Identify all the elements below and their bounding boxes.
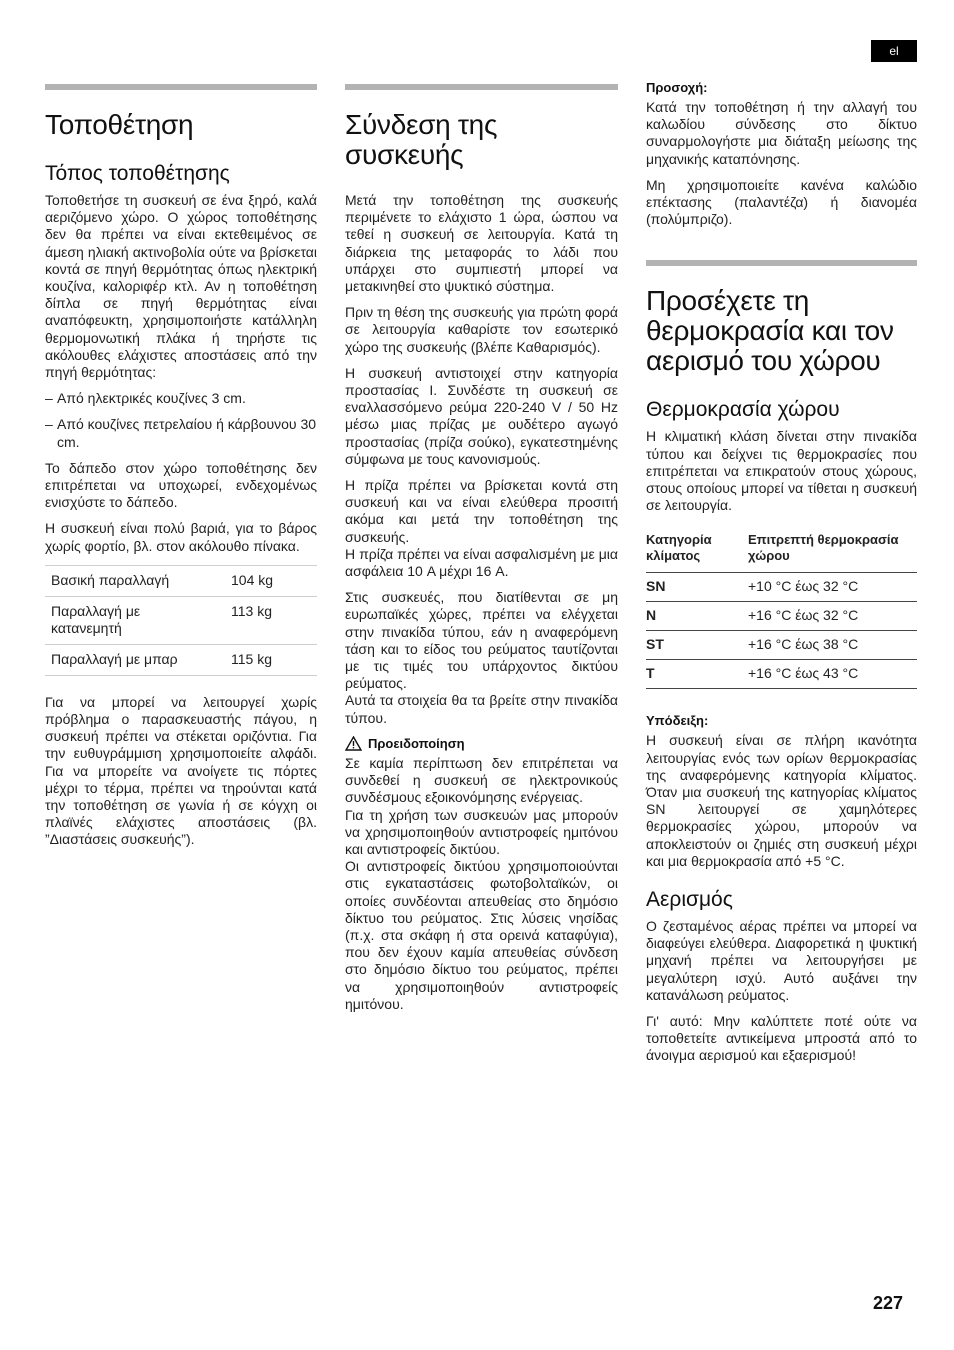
column-header-class: Κατηγορία κλίματος <box>646 528 748 573</box>
paragraph: Οι αντιστροφείς δικτύου χρησιμοποιούνται στις εγκαταστάσεις φωτοβολταϊκών, οι οποίες συνδέονται απευθείας στο δημόσιο δίκτυο του ρεύματος. Στις λύσεις νησίδας (π.χ. στα σκάφη ή στα ορεινά καταφύγια), που δεν έχουν καμία απευθείας σύνδεση στο δημόσιο δίκτυο του ρεύματος, πρέπει να χρησιμοποιηθούν αντιστροφείς ημιτόνου. <box>345 858 618 1012</box>
weight-table <box>45 565 317 676</box>
warning-header <box>345 736 618 752</box>
paragraph: Ο ζεσταμένος αέρας πρέπει να μπορεί να διαφεύγει ελεύθερα. Διαφορετικά η ψυκτική μηχανή πρέπει να λειτουργήσει με μεγαλύτερη ισχύ. Αυτό αυξάνει την κατανάλωση ρεύματος. <box>646 918 917 1003</box>
temperature-range-cell: +10 °C έως 32 °C <box>748 573 917 602</box>
paragraph: Μετά την τοποθέτηση της συσκευής περιμένετε το ελάχιστο 1 ώρα, ώσπου να τεθεί η συσκευή σε λειτουργία. Κατά τη διάρκεια της μεταφοράς το λάδι που υπάρχει στο συμπιεστή μπορεί να μετακινηθεί στο ψυκτικό σύστημα. <box>345 192 618 295</box>
paragraph: Η κλιματική κλάση δίνεται στην πινακίδα τύπου και δείχνει τις θερμοκρασίες που επιτρέπεται να επικρατούν στους χώρους, στους οποίους μπορεί να τίθεται η συσκευή σε λειτουργία. <box>646 428 917 514</box>
subheading-location: Τόπος τοποθέτησης <box>45 162 230 185</box>
variant-cell: Παραλλαγή με κατανεμητή <box>45 596 225 644</box>
climate-class-cell: SN <box>646 573 748 602</box>
weight-cell: 113 kg <box>225 596 317 644</box>
paragraph: Στις συσκευές, που διατίθενται σε μη ευρωπαϊκές χώρες, πρέπει να ελέγχεται στην πινακίδα τύπου, εάν η αναφερόμενη τάση και το είδος του ρεύματος ταυτίζονται με τις τιμές του υπάρχοντος δικτύου ρεύματος. <box>345 589 618 692</box>
section-rule <box>345 84 618 90</box>
paragraph: Πριν τη θέση της συσκευής για πρώτη φορά σε λειτουργία καθαρίστε τον εσωτερικό χώρο της συσκευής (βλέπε Καθαρισμός). <box>345 304 618 355</box>
subheading-ventilation: Αερισμός <box>646 888 733 912</box>
warning-icon <box>345 736 362 751</box>
table-row <box>646 660 917 689</box>
paragraph: Αυτά τα στοιχεία θα τα βρείτε στην πινακίδα τύπου. <box>345 692 618 726</box>
section-heading-climate: Προσέχετε τη θερμοκρασία και τον αερισμό του χώρου <box>646 285 894 377</box>
subheading-room-temperature: Θερμοκρασία χώρου <box>646 398 840 422</box>
note-label: Υπόδειξη: <box>646 713 709 729</box>
paragraph: Κατά την τοποθέτηση ή την αλλαγή του καλωδίου σύνδεσης στο δίκτυο συναρμολογήστε μια διάταξη μείωσης της μηχανικής καταπόνησης. <box>646 99 917 167</box>
table-row <box>646 602 917 631</box>
paragraph: Για τη χρήση των συσκευών μας μπορούν να χρησιμοποιηθούν αντιστροφείς ημιτόνου και αντιστροφείς δικτύου. <box>345 806 618 857</box>
table-row <box>45 644 317 675</box>
weight-cell: 104 kg <box>225 565 317 596</box>
table-header-row <box>646 528 917 573</box>
paragraph: Η συσκευή είναι σε πλήρη ικανότητα λειτουργίας ενός των ορίων θερμοκρασίας της αναφερόμενης κατηγορία κλίματος. Όταν μια συσκευή της κατηγορίας κλίματος SN λειτουργεί σε χαμηλότερες θερμοκρασίες χώρου, μπορούν να αποκλειστούν οι ζημιές στη συσκευή μέχρι και μια θερμοκρασία από +5 °C. <box>646 732 917 869</box>
variant-cell: Βασική παραλλαγή <box>45 565 225 596</box>
climate-class-cell: N <box>646 602 748 631</box>
paragraph: Σε καμία περίπτωση δεν επιτρέπεται να συνδεθεί η συσκευή σε ηλεκτρονικούς συνδέσμους εξοικονόμησης ενέργειας. <box>345 754 618 806</box>
warning-label: Προειδοποίηση <box>368 735 465 751</box>
temperature-range-cell: +16 °C έως 38 °C <box>748 631 917 660</box>
weight-cell: 115 kg <box>225 644 317 675</box>
section-heading-connection: Σύνδεση της συσκευής <box>345 109 498 170</box>
page-number: 227 <box>873 1293 904 1313</box>
climate-class-cell: T <box>646 660 748 689</box>
table-row <box>45 565 317 596</box>
column-connection <box>345 84 618 1022</box>
paragraph: Η συσκευή είναι πολύ βαριά, για το βάρος χωρίς φορτίο, βλ. στον ακόλουθο πίνακα. <box>45 520 317 554</box>
column-header-temperature: Επιτρεπτή θερμοκρασία χώρου <box>748 528 917 573</box>
temperature-range-cell: +16 °C έως 32 °C <box>748 602 917 631</box>
paragraph: Η πρίζα πρέπει να βρίσκεται κοντά στη συσκευή και να είναι ελεύθερα προσιτή ακόμα και μετά την τοποθέτηση της συσκευής. <box>345 477 618 545</box>
climate-class-cell: ST <box>646 631 748 660</box>
column-climate <box>646 80 917 1074</box>
paragraph: Η συσκευή αντιστοιχεί στην κατηγορία προστασίας I. Συνδέστε τη συσκευή σε εναλλασσόμενο ρεύμα 220-240 V / 50 Hz μέσω μιας πρίζας με ουδέτερο αγωγό προστασίας (πρίζα σούκο), εγκατεστημένης σύμφωνα με τους κανονισμούς. <box>345 364 618 467</box>
paragraph: Γι' αυτό: Μην καλύπτετε ποτέ ούτε να τοποθετείτε αντικείμενα μπροστά από το άνοιγμα αερισμού και εξαερισμού! <box>646 1013 917 1064</box>
table-row <box>45 596 317 644</box>
list-item: – Από ηλεκτρικές κουζίνες 3 cm. <box>45 390 246 407</box>
table-row <box>646 573 917 602</box>
paragraph: Τοποθετήσε τη συσκευή σε ένα ξηρό, καλά αεριζόμενο χώρο. Ο χώρος τοποθέτησης δεν θα πρέπει να είναι εκτεθειμένος σε άμεση ηλιακή ακτινοβολία ούτε να βρίσκεται κοντά σε πηγή θερμότητας όπως ηλεκτρική κουζίνα, καλοριφέρ κτλ. Αν η τοποθέτηση δίπλα σε πηγή θερμότητας είναι αναπόφευκτη, χρησιμοποιήστε κατάλληλη θερμομονωτική πλάκα ή τηρήστε τις ακόλουθες ελάχιστες αποστάσεις από την πηγή θερμότητας: <box>45 192 317 381</box>
language-badge: el <box>871 40 917 62</box>
paragraph: Για να μπορεί να λειτουργεί χωρίς πρόβλημα ο παρασκευαστής πάγου, η συσκευή πρέπει να στέκεται οριζόντια. Για την ευθυγράμμιση χρησιμοποιείτε αλφάδι. Για να μπορείτε να ανοίγετε τις πόρτες μέχρι το τέρμα, πρέπει να τηρούνται κατά την τοποθέτηση σε γωνία ή σε κόγχη οι πλαϊνές ελάχιστες αποστάσεις (βλ. ”Διαστάσεις συσκευής”). <box>45 693 317 848</box>
paragraph: Η πρίζα πρέπει να είναι ασφαλισμένη με μια ασφάλεια 10 A μέχρι 16 A. <box>345 545 618 580</box>
section-heading-installation: Τοποθέτηση <box>45 109 194 140</box>
paragraph: Το δάπεδο στον χώρο τοποθέτησης δεν επιτρέπεται να υποχωρεί, ενδεχομένως ενισχύστε το δάπεδο. <box>45 459 317 511</box>
column-installation <box>45 84 317 858</box>
list-item: – Από κουζίνες πετρελαίου ή κάρβουνου 30 cm. <box>45 416 317 450</box>
temperature-range-cell: +16 °C έως 43 °C <box>748 660 917 689</box>
section-rule <box>646 260 917 266</box>
paragraph: Μη χρησιμοποιείτε κανένα καλώδιο επέκτασης (παλαντέζα) ή διανομέα (πολύμπριζο). <box>646 176 917 228</box>
table-row <box>646 631 917 660</box>
variant-cell: Παραλλαγή με μπαρ <box>45 644 225 675</box>
climate-table <box>646 528 917 689</box>
caution-label: Προσοχή: <box>646 80 708 95</box>
section-rule <box>45 84 317 90</box>
